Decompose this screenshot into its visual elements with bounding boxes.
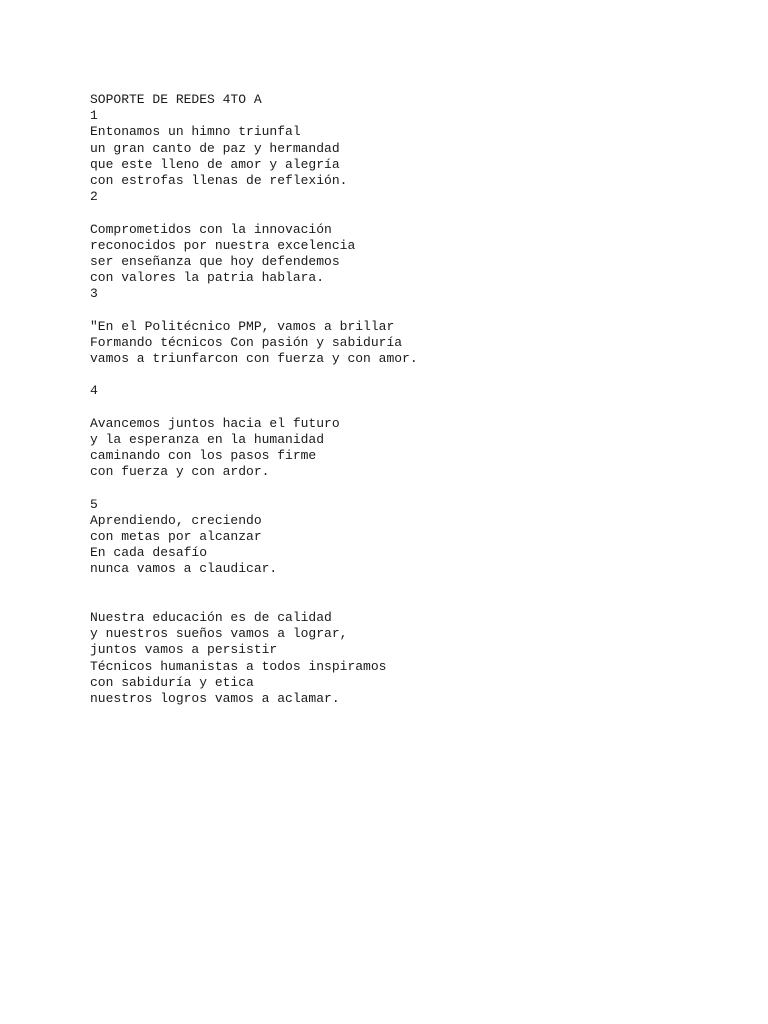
blank-line bbox=[90, 400, 730, 416]
stanza-number: 5 bbox=[90, 496, 98, 512]
stanza-line: Aprendiendo, creciendo bbox=[90, 512, 262, 528]
stanza-number: 4 bbox=[90, 383, 98, 399]
document-title: SOPORTE DE REDES 4TO A bbox=[90, 92, 262, 107]
stanza-line: con sabiduría y etica bbox=[90, 674, 254, 690]
stanza-line: con valores la patria hablara. bbox=[90, 270, 325, 286]
blank-line bbox=[90, 205, 730, 221]
stanza-line: nuestros logros vamos a aclamar. bbox=[90, 690, 340, 706]
blank-line bbox=[90, 367, 730, 383]
stanza-line: En cada desafío bbox=[90, 545, 208, 561]
stanza-number: 1 bbox=[90, 108, 98, 124]
stanza-line: con fuerza y con ardor. bbox=[90, 464, 270, 480]
blank-line bbox=[90, 481, 730, 497]
stanza-line: Nuestra educación es de calidad bbox=[90, 610, 332, 625]
stanza-number: 3 bbox=[90, 286, 98, 302]
stanza-line: reconocidos por nuestra excelencia bbox=[90, 237, 356, 253]
stanza-line: nunca vamos a claudicar. bbox=[90, 561, 278, 577]
blank-line bbox=[90, 594, 730, 610]
stanza-line: con estrofas llenas de reflexión. bbox=[90, 172, 348, 188]
stanza-number: 2 bbox=[90, 189, 98, 205]
stanza-line: caminando con los pasos firme bbox=[90, 448, 317, 464]
stanza-line: con metas por alcanzar bbox=[90, 529, 262, 545]
blank-line bbox=[90, 302, 730, 318]
stanza-line: Formando técnicos Con pasión y sabiduría bbox=[90, 334, 403, 350]
stanza-line: Entonamos un himno triunfal bbox=[90, 124, 301, 140]
blank-line bbox=[90, 578, 730, 594]
stanza-line: y nuestros sueños vamos a lograr, bbox=[90, 626, 348, 642]
stanza-line: y la esperanza en la humanidad bbox=[90, 431, 325, 447]
stanza-line: un gran canto de paz y hermandad bbox=[90, 140, 340, 156]
document-body bbox=[90, 92, 730, 707]
stanza-line: juntos vamos a persistir bbox=[90, 642, 278, 658]
stanza-line: Comprometidos con la innovación bbox=[90, 221, 332, 237]
stanza-line: ser enseñanza que hoy defendemos bbox=[90, 253, 340, 269]
stanza-line: Técnicos humanistas a todos inspiramos bbox=[90, 658, 387, 674]
stanza-line: "En el Politécnico PMP, vamos a brillar bbox=[90, 318, 395, 334]
stanza-line: que este lleno de amor y alegría bbox=[90, 156, 340, 172]
stanza-line: Avancemos juntos hacia el futuro bbox=[90, 415, 340, 431]
stanza-line: vamos a triunfarcon con fuerza y con amor. bbox=[90, 351, 418, 366]
